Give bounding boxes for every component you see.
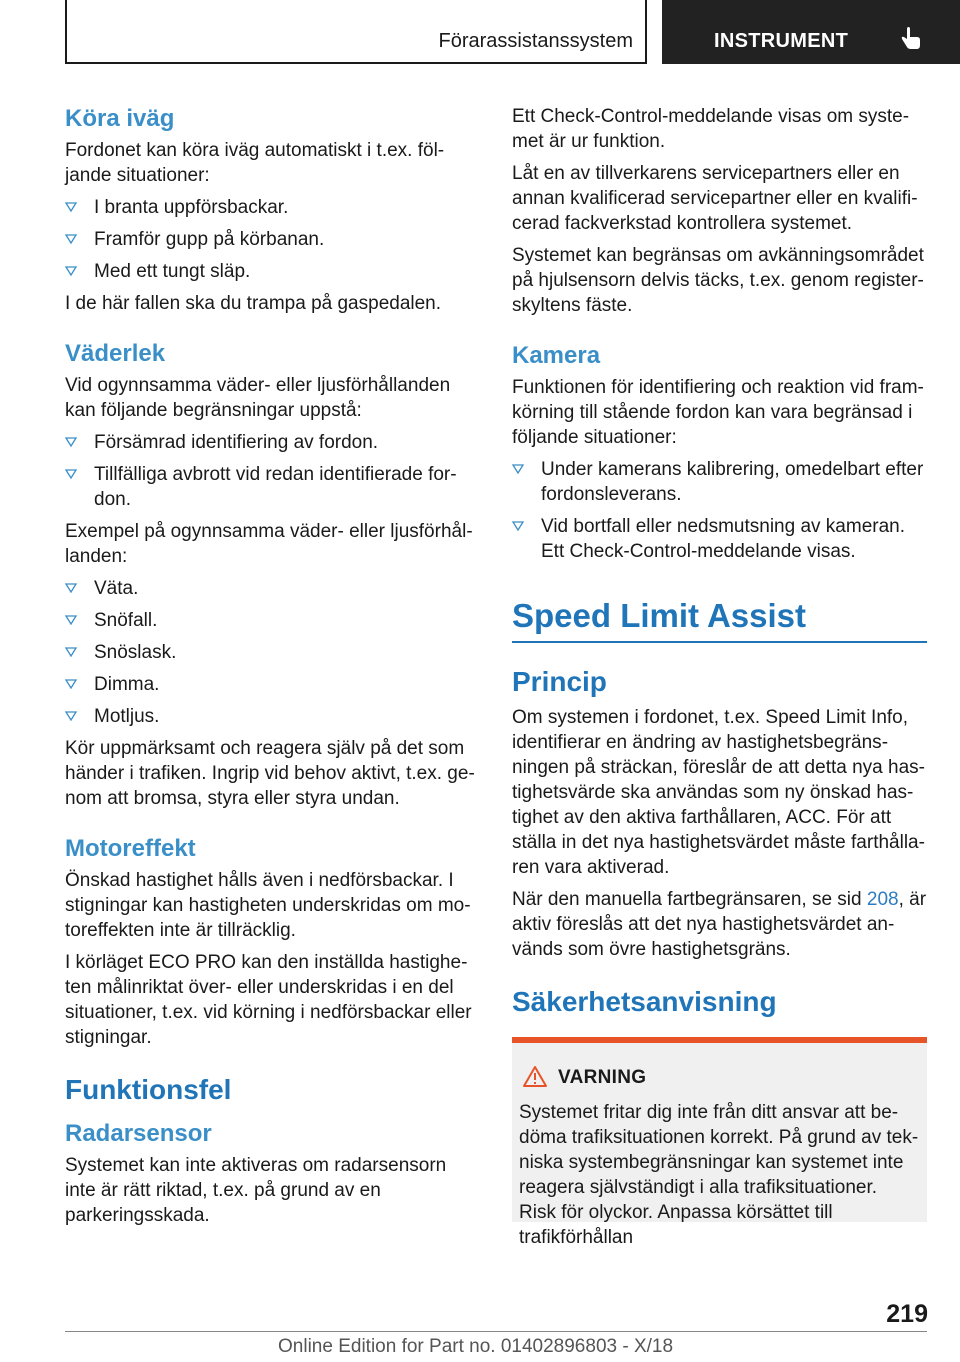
list-item: Försämrad identifiering av fordon. (65, 430, 475, 455)
list-item: Vid bortfall eller nedsmutsning av kameran. Ett Check-Control-meddelande visas. (512, 514, 927, 564)
page-link-208[interactable]: 208 (866, 889, 899, 910)
triangle-bullet-icon (65, 266, 77, 276)
kamera-list (512, 457, 927, 564)
footer-edition: Online Edition for Part no. 01402896803 - X/18 (278, 1336, 674, 1357)
heading-funktionsfel: Funktionsfel (65, 1074, 232, 1105)
triangle-bullet-icon (65, 647, 77, 657)
triangle-bullet-icon (65, 615, 77, 625)
radar-paragraph: Systemet kan inte aktiveras om radarsensorn inte är rätt riktad, t.ex. på grund av en parkeringsskada. (65, 1155, 447, 1226)
triangle-bullet-icon (65, 437, 77, 447)
header-chapter-tab (662, 0, 960, 64)
vader-intro: Vid ogynnsamma väder- eller ljusförhållanden kan följande begränsningar uppstå: (65, 375, 451, 421)
triangle-bullet-icon (65, 234, 77, 244)
kora-intro: Fordonet kan köra iväg automatiskt i t.ex. följande situationer: (65, 140, 445, 186)
princip-p2: När den manuella fartbegränsaren, se sid 208, är aktiv föreslås att det nya hastighetsvärdet används som övre hastighetsgräns. (512, 889, 927, 960)
list-item: Dimma. (65, 672, 475, 697)
triangle-bullet-icon (512, 464, 524, 474)
cc-p3: Systemet kan begränsas om avkänningsområdet på hjulsensorn delvis täcks, t.ex. genom registerskyltens fäste. (512, 245, 924, 316)
pointing-hand-icon (898, 26, 924, 52)
triangle-bullet-icon (65, 583, 77, 593)
heading-motoreffekt: Motoreffekt (65, 835, 196, 862)
heading-radarsensor: Radarsensor (65, 1120, 212, 1147)
heading-princip: Princip (512, 666, 607, 697)
vader-examples-list (65, 576, 475, 729)
heading-vaderlek: Väderlek (65, 340, 166, 367)
vader-example: Exempel på ogynnsamma väder- eller ljusförhållanden: (65, 521, 473, 567)
list-item: Under kamerans kalibrering, omedelbart efter fordonsleverans. (512, 457, 927, 507)
cc-p1: Ett Check-Control-meddelande visas om systemet är ur funktion. (512, 106, 910, 152)
list-item: Med ett tungt släp. (65, 259, 475, 284)
list-item: Väta. (65, 576, 475, 601)
header-section-title: Förarassistanssystem (438, 30, 633, 52)
triangle-bullet-icon (65, 202, 77, 212)
heading-kamera: Kamera (512, 342, 601, 369)
kora-outro: I de här fallen ska du trampa på gaspedalen. (65, 293, 442, 314)
list-item: I branta uppförsbackar. (65, 195, 475, 220)
triangle-bullet-icon (65, 469, 77, 479)
right-column (512, 104, 927, 1025)
heading-speed-limit-assist: Speed Limit Assist (512, 595, 927, 643)
warning-text: Systemet fritar dig inte från ditt ansvar att bedöma trafiksituationen korrekt. På grund av tekniska systembegränsningar kan systemet inte reagera självständigt i alla trafiksituationer. Risk för olyckor. Anpassa körsättet till trafikförhållan (519, 1102, 919, 1248)
motor-p1: Önskad hastighet hålls även i nedförsbackar. I stigningar kan hastigheten underskridas om motoreffekten inte är tillräcklig. (65, 870, 471, 941)
motor-p2: I körläget ECO PRO kan den inställda hastigheten målinriktat över- eller underskridas i en del situationer, t.ex. vid körning i nedförsbackar eller stigningar. (65, 952, 472, 1048)
vader-outro: Kör uppmärksamt och reagera själv på det som händer i trafiken. Ingrip vid behov aktivt, t.ex. genom att bromsa, styra eller styra undan. (65, 738, 475, 809)
header-chapter-title: INSTRUMENT (714, 30, 849, 52)
list-item: Snöfall. (65, 608, 475, 633)
heading-sakerhetsanvisning: Säkerhetsanvisning (512, 986, 777, 1017)
triangle-bullet-icon (65, 711, 77, 721)
warning-triangle-icon (522, 1065, 548, 1089)
list-item: Motljus. (65, 704, 475, 729)
warning-box (512, 1037, 927, 1248)
left-column (65, 104, 475, 1235)
heading-kora-ivag: Köra iväg (65, 105, 175, 132)
header-section-tab (65, 0, 647, 64)
kora-list (65, 195, 475, 284)
list-item: Tillfälliga avbrott vid redan identifierade fordon. (65, 462, 475, 512)
list-item: Snöslask. (65, 640, 475, 665)
cc-p2: Låt en av tillverkarens servicepartners eller en annan kvalificerad servicepartner eller en kvalificerad fackverkstad kontrollera systemet. (512, 163, 918, 234)
footer-divider (65, 1331, 927, 1332)
vader-list (65, 430, 475, 512)
list-item: Framför gupp på körbanan. (65, 227, 475, 252)
princip-p1: Om systemen i fordonet, t.ex. Speed Limit Info, identifierar en ändring av hastighetsbegränsningen på sträckan, föreslår de att detta nya hastighetsvärde ska användas som ny önskad hastighet av den aktiva farthållaren, ACC. För att ställa in det nya hastighetsvärdet måste farthållaren vara aktiverad. (512, 707, 925, 878)
page-number: 219 (886, 1300, 928, 1328)
triangle-bullet-icon (65, 679, 77, 689)
triangle-bullet-icon (512, 521, 524, 531)
warning-title: VARNING (558, 1067, 647, 1088)
kamera-intro: Funktionen för identifiering och reaktion vid framkörning till stående fordon kan vara begränsad i följande situationer: (512, 377, 924, 448)
